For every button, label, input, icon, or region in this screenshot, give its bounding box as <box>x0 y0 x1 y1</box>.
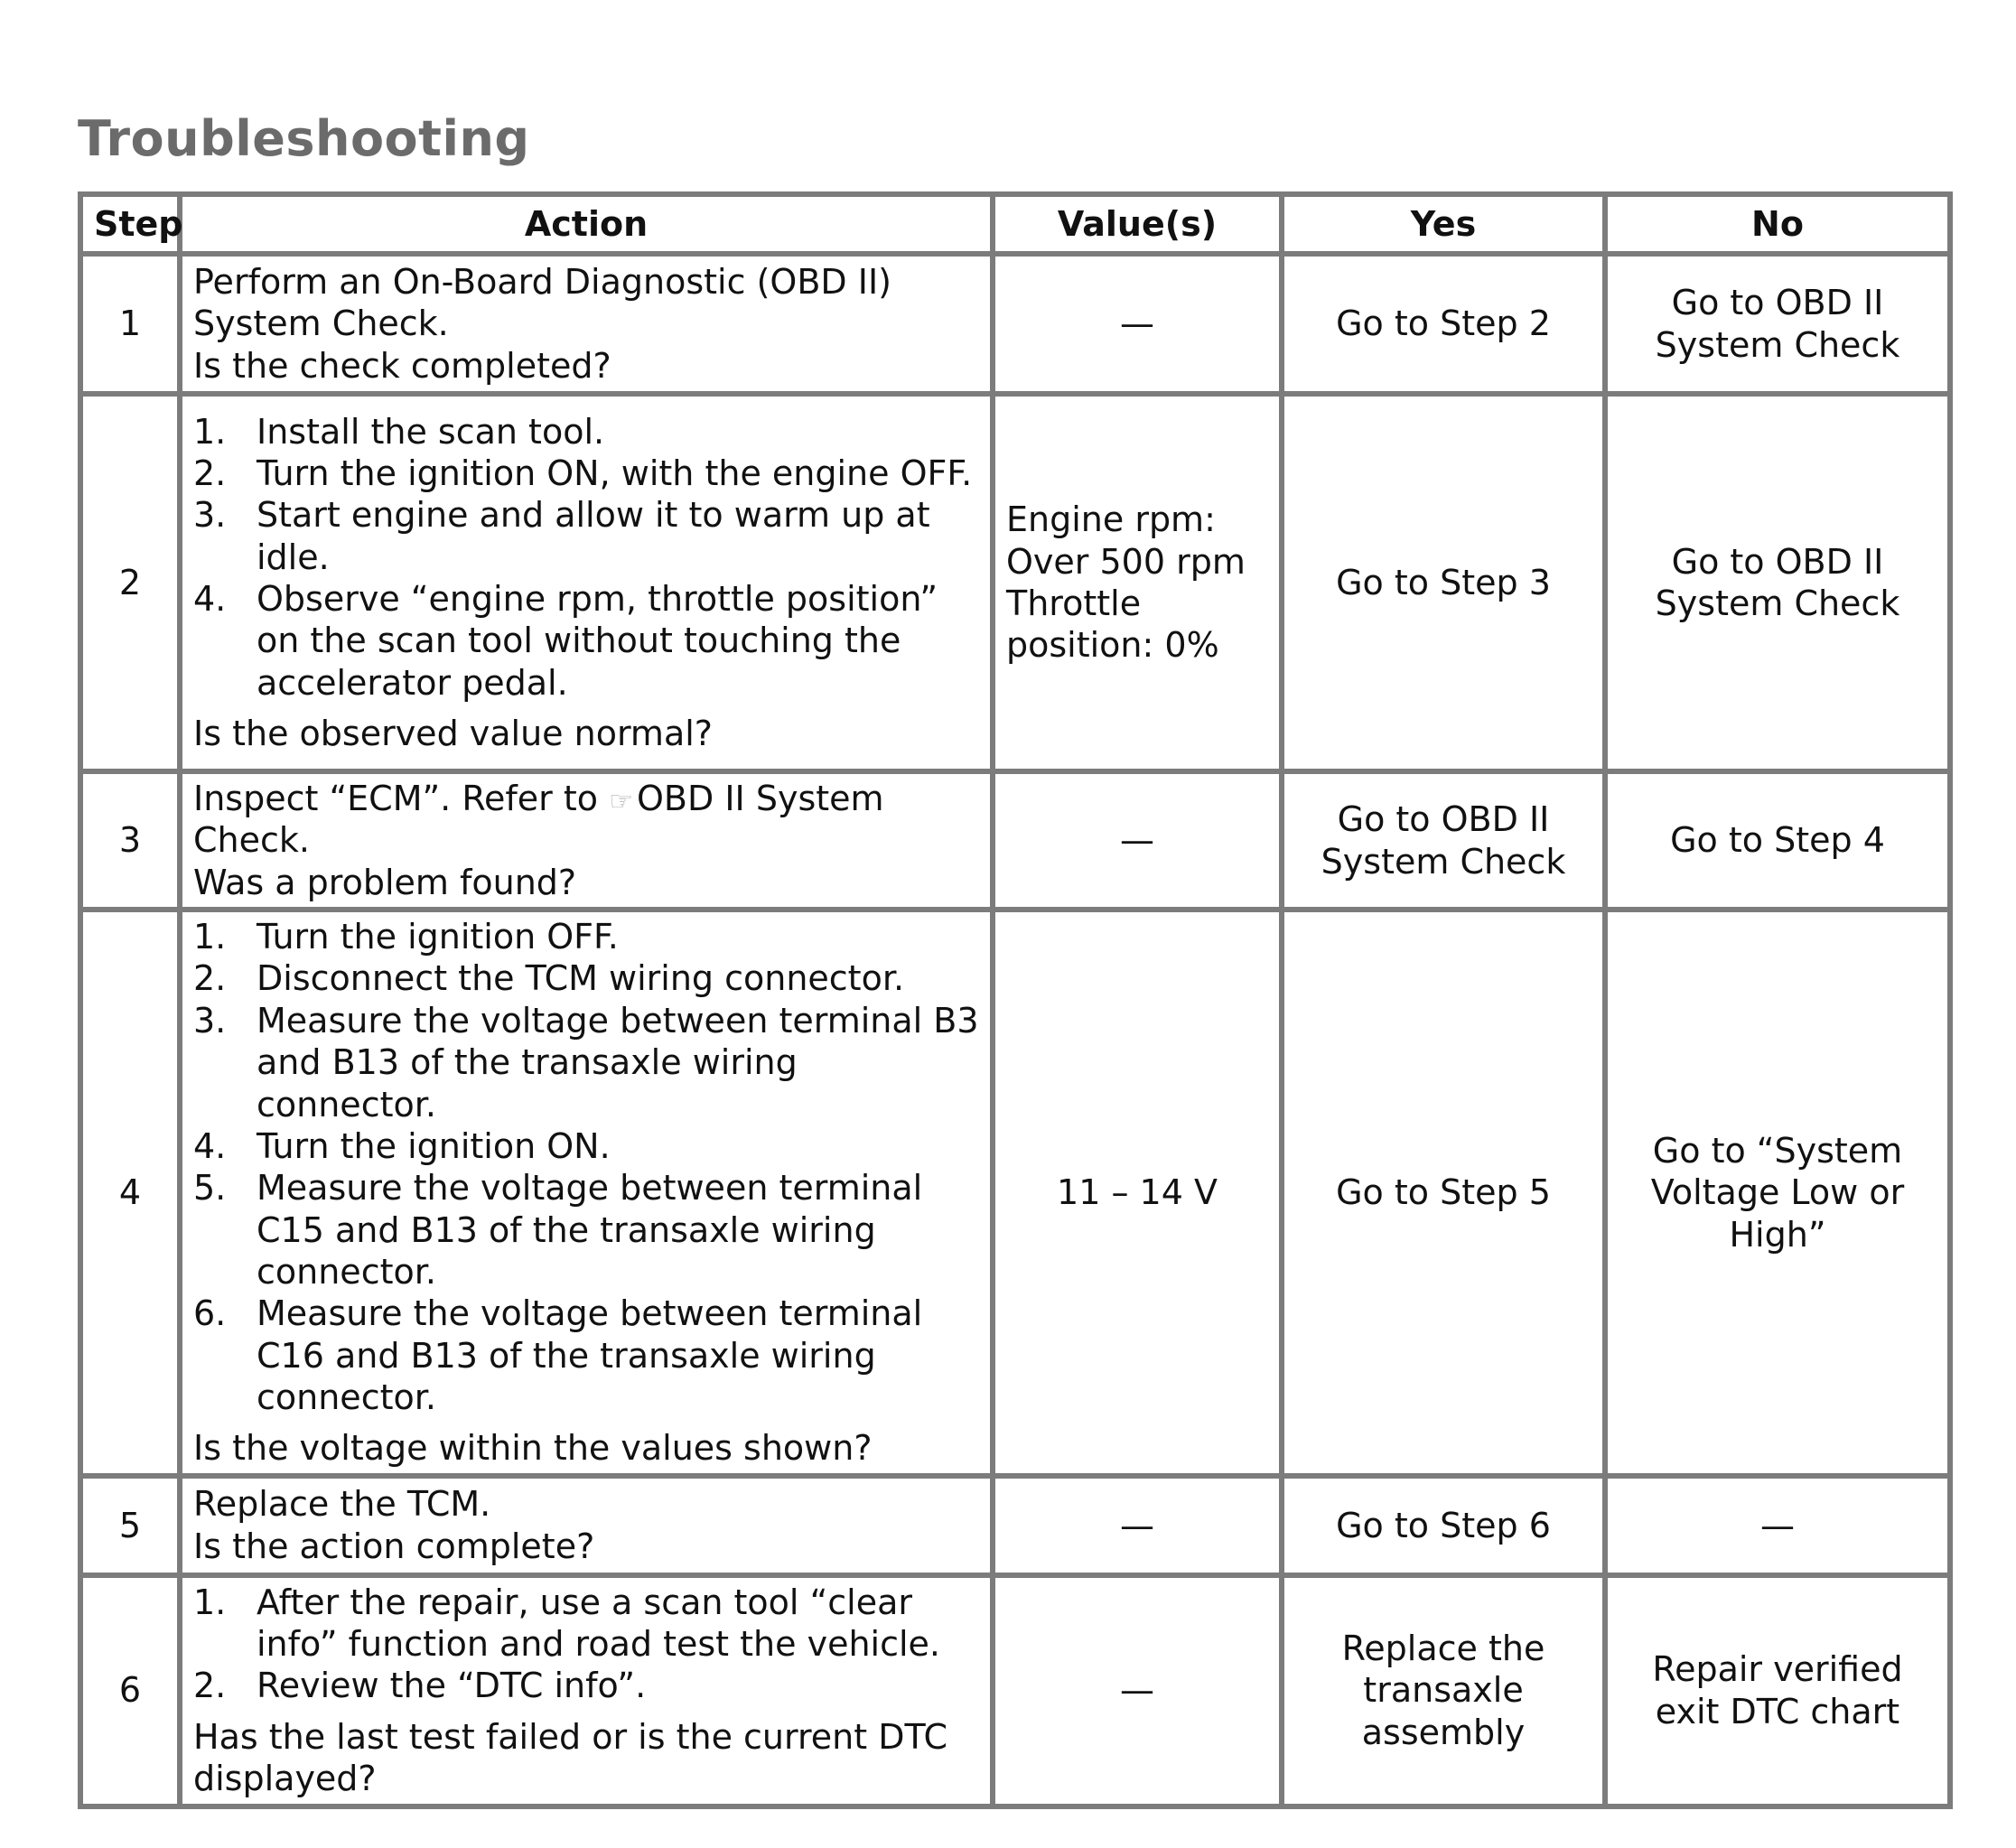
action-step: 2. Review the “DTC info”. <box>193 1666 647 1706</box>
no-line: Go to OBD II <box>1671 541 1884 582</box>
header-yes: Yes <box>1282 194 1605 254</box>
header-step: Step <box>80 194 180 254</box>
action-cell <box>180 394 993 771</box>
values-cell <box>993 394 1282 771</box>
values-cell: 11 – 14 V <box>993 910 1282 1476</box>
value-line: Engine rpm: <box>1006 499 1216 540</box>
table-row <box>80 1476 1950 1575</box>
action-step: 4. Observe “engine rpm, throttle position” on the scan tool without touching the accelerator pedal. <box>193 579 938 703</box>
value-line: Throttle <box>1006 583 1142 623</box>
reference-link[interactable]: OBD II System Check. <box>193 779 884 861</box>
step-number: 2 <box>80 394 180 771</box>
action-cell <box>180 254 993 394</box>
no-line: Go to “System <box>1652 1130 1903 1171</box>
step-number: 1 <box>80 254 180 394</box>
action-cell <box>180 1575 993 1806</box>
no-line: Repair verified <box>1652 1649 1903 1690</box>
step-number: 3 <box>80 771 180 910</box>
yes-cell <box>1282 1575 1605 1806</box>
table-row <box>80 1575 1950 1806</box>
table-row <box>80 394 1950 771</box>
header-no: No <box>1605 194 1950 254</box>
action-line: Replace the TCM. <box>193 1484 491 1525</box>
yes-line: Go to OBD II <box>1337 799 1550 840</box>
action-cell <box>180 771 993 910</box>
table-row <box>80 771 1950 910</box>
action-step: 2. Disconnect the TCM wiring connector. <box>193 958 905 999</box>
values-cell: — <box>993 771 1282 910</box>
no-cell <box>1605 254 1950 394</box>
action-step: 1. Install the scan tool. <box>193 411 605 452</box>
step-number: 6 <box>80 1575 180 1806</box>
header-values: Value(s) <box>993 194 1282 254</box>
values-cell: — <box>993 1476 1282 1575</box>
table-row <box>80 910 1950 1476</box>
action-steps <box>193 916 979 1418</box>
action-step: 4. Turn the ignition ON. <box>193 1125 611 1166</box>
header-action: Action <box>180 194 993 254</box>
header-row <box>80 194 1950 254</box>
page-title: Troubleshooting <box>78 110 530 167</box>
action-question: Is the observed value normal? <box>193 714 713 754</box>
no-line: Go to OBD II <box>1671 283 1884 323</box>
step-number: 5 <box>80 1476 180 1575</box>
yes-line: transaxle <box>1363 1670 1524 1711</box>
no-cell: — <box>1605 1476 1950 1575</box>
no-line: exit DTC chart <box>1655 1691 1900 1731</box>
value-line: Over 500 rpm <box>1006 541 1246 582</box>
action-question: Was a problem found? <box>193 862 577 902</box>
no-line: System Check <box>1655 324 1900 365</box>
values-cell: — <box>993 1575 1282 1806</box>
yes-cell <box>1282 771 1605 910</box>
action-line: Perform an On-Board Diagnostic (OBD II) <box>193 261 891 302</box>
values-cell: — <box>993 254 1282 394</box>
action-step: 3. Start engine and allow it to warm up at idle. <box>193 495 930 577</box>
no-cell: Go to Step 4 <box>1605 771 1950 910</box>
yes-line: System Check <box>1321 841 1566 882</box>
yes-cell: Go to Step 3 <box>1282 394 1605 771</box>
action-line: Inspect “ECM”. Refer to ☞ OBD II System Check. <box>193 779 884 861</box>
action-cell <box>180 1476 993 1575</box>
no-cell <box>1605 394 1950 771</box>
table-row <box>80 254 1950 394</box>
no-cell <box>1605 910 1950 1476</box>
value-line: position: 0% <box>1006 625 1219 666</box>
no-cell <box>1605 1575 1950 1806</box>
yes-line: Replace the <box>1341 1629 1545 1669</box>
troubleshooting-table <box>78 191 1953 1809</box>
action-cell <box>180 910 993 1476</box>
action-step: 2. Turn the ignition ON, with the engine OFF. <box>193 453 973 493</box>
action-step: 1. After the repair, use a scan tool “clear info” function and road test the vehicle. <box>193 1582 940 1665</box>
pointing-hand-icon: ☞ <box>609 786 634 817</box>
step-number: 4 <box>80 910 180 1476</box>
yes-line: assembly <box>1361 1712 1526 1752</box>
action-question: Has the last test failed or is the current DTC displayed? <box>193 1716 947 1799</box>
action-question: Is the action complete? <box>193 1526 595 1566</box>
action-step: 5. Measure the voltage between terminal C15 and B13 of the transaxle wiring connector. <box>193 1168 923 1292</box>
yes-cell: Go to Step 6 <box>1282 1476 1605 1575</box>
no-line: High” <box>1729 1214 1826 1255</box>
action-steps <box>193 1582 979 1707</box>
action-step: 3. Measure the voltage between terminal B3 and B13 of the transaxle wiring connector. <box>193 1000 979 1125</box>
action-line: System Check. <box>193 303 449 344</box>
action-question: Is the check completed? <box>193 345 611 386</box>
no-line: Voltage Low or <box>1650 1172 1905 1213</box>
action-step: 6. Measure the voltage between terminal C16 and B13 of the transaxle wiring connector. <box>193 1293 923 1418</box>
action-question: Is the voltage within the values shown? <box>193 1428 873 1469</box>
action-step: 1. Turn the ignition OFF. <box>193 917 619 957</box>
yes-cell: Go to Step 5 <box>1282 910 1605 1476</box>
action-steps <box>193 411 979 705</box>
yes-cell: Go to Step 2 <box>1282 254 1605 394</box>
no-line: System Check <box>1655 583 1900 623</box>
